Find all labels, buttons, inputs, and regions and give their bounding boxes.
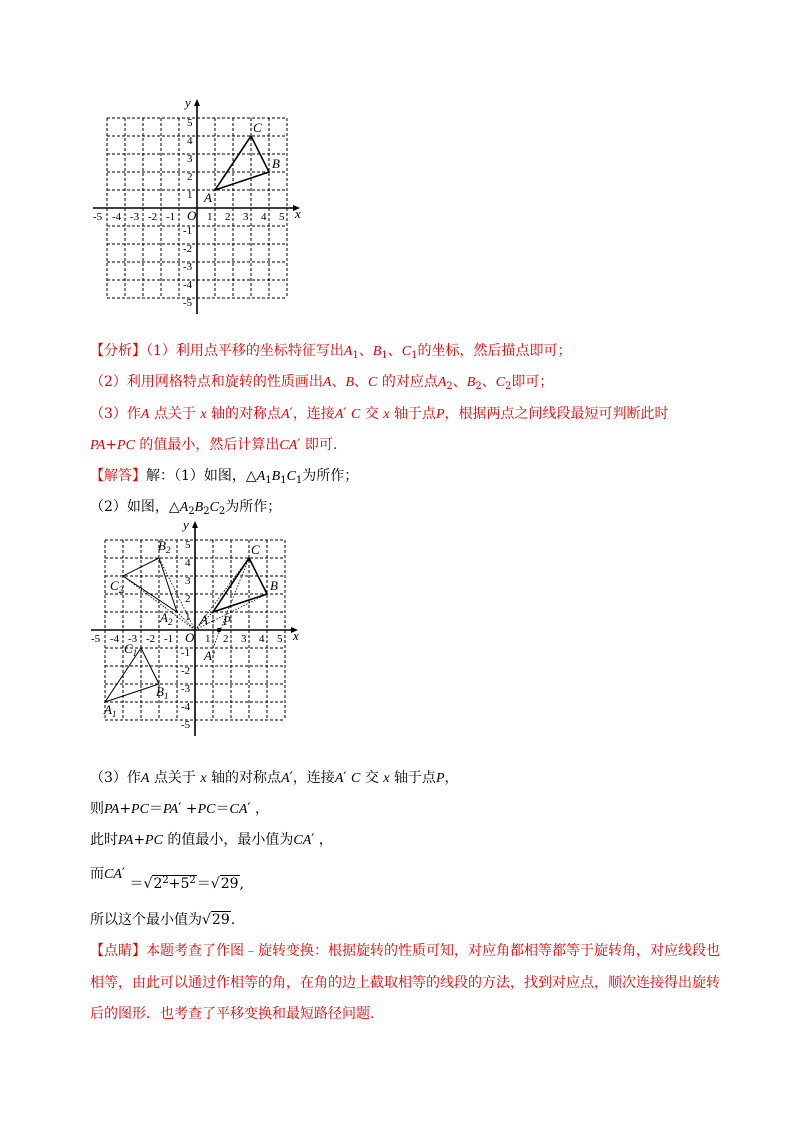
point-a1-label: $A_1$ bbox=[104, 702, 117, 719]
solution-line-2: （2）如图，$\triangle A_2B_2C_2$为所作； bbox=[90, 499, 282, 517]
svg-text:3: 3 bbox=[243, 211, 249, 223]
svg-text:3: 3 bbox=[187, 153, 193, 165]
svg-text:2: 2 bbox=[185, 593, 191, 605]
svg-text:-2: -2 bbox=[146, 633, 156, 645]
solution-line-1: 【解答】解：（1）如图，$\triangle A_1B_1C_1$为所作； bbox=[90, 468, 359, 486]
triangle-a2b2c2 bbox=[123, 558, 177, 612]
x-axis-label: x bbox=[293, 628, 299, 643]
point-a-label: A bbox=[204, 190, 212, 205]
analysis-line-2: （2）利用网格特点和旋转的性质画出A、B、C 的对应点$A_2$、$B_2$、$C_2$即可； bbox=[90, 374, 554, 392]
y-axis-label: y bbox=[185, 95, 191, 110]
point-a-prime-label: A′ bbox=[204, 648, 215, 663]
svg-text:-4: -4 bbox=[110, 633, 120, 645]
svg-text:-1: -1 bbox=[181, 647, 191, 659]
point-b-label: B bbox=[272, 156, 280, 171]
solution-tag: 【解答】 bbox=[90, 468, 146, 484]
svg-text:-4: -4 bbox=[112, 211, 122, 223]
point-c-label: C bbox=[251, 542, 260, 557]
svg-text:1: 1 bbox=[185, 611, 191, 623]
solution-line-3: （3）作A 点关于 x 轴的对称点A′，连接A′ C 交 x 轴于点P， bbox=[90, 770, 459, 786]
svg-text:4: 4 bbox=[185, 557, 191, 569]
solution-line-4: 则PA+PC＝PA′ +PC＝CA′ ， bbox=[90, 801, 270, 817]
comment-tag: 【点睛】 bbox=[90, 943, 146, 959]
solution-line-7: 所以这个最小值为√29. bbox=[90, 912, 236, 928]
svg-text:4: 4 bbox=[261, 211, 267, 223]
svg-text:-3: -3 bbox=[130, 211, 140, 223]
svg-text:-1: -1 bbox=[164, 633, 174, 645]
point-b1-label: $B_1$ bbox=[156, 684, 169, 701]
svg-text:5: 5 bbox=[279, 211, 285, 223]
svg-text:-3: -3 bbox=[183, 261, 193, 273]
svg-text:1: 1 bbox=[207, 211, 213, 223]
svg-text:4: 4 bbox=[259, 633, 265, 645]
svg-text:3: 3 bbox=[241, 633, 247, 645]
x-axis-label: x bbox=[295, 206, 301, 221]
svg-text:-1: -1 bbox=[183, 225, 193, 237]
point-p-label: P bbox=[223, 613, 231, 628]
svg-text:2: 2 bbox=[225, 211, 231, 223]
comment-line-3: 后的图形．也考查了平移变换和最短路径问题. bbox=[90, 1006, 375, 1022]
origin-label: O bbox=[187, 208, 197, 223]
svg-text:-2: -2 bbox=[181, 665, 191, 677]
solution-line-6: 而$CA' =√2^2+5^2=√29$, bbox=[90, 866, 244, 892]
figure-2-coordinate-grid bbox=[86, 514, 306, 744]
svg-text:1: 1 bbox=[187, 189, 193, 201]
analysis-line-4: PA+PC 的值最小，然后计算出CA′ 即可. bbox=[90, 437, 338, 453]
svg-text:-1: -1 bbox=[166, 211, 176, 223]
comment-line-1: 【点睛】本题考查了作图﹣旋转变换：根据旋转的性质可知，对应角都相等都等于旋转角，对应线段也 bbox=[90, 943, 720, 959]
svg-text:3: 3 bbox=[185, 575, 191, 587]
analysis-tag: 【分析】 bbox=[90, 343, 146, 359]
origin-label: O bbox=[185, 630, 195, 645]
solution-line-5: 此时PA+PC 的值最小，最小值为CA′ ， bbox=[90, 832, 333, 848]
triangle-abc bbox=[213, 558, 267, 612]
point-p-dot bbox=[217, 628, 222, 633]
point-c1-label: $C_1$ bbox=[124, 641, 138, 658]
point-c2-label: $C_2$ bbox=[110, 578, 124, 595]
svg-text:4: 4 bbox=[187, 135, 193, 147]
svg-text:5: 5 bbox=[277, 633, 283, 645]
svg-text:2: 2 bbox=[223, 633, 229, 645]
point-c-label: C bbox=[253, 120, 262, 135]
svg-text:2: 2 bbox=[187, 171, 193, 183]
point-a-label: A bbox=[200, 612, 208, 627]
svg-text:-2: -2 bbox=[183, 243, 193, 255]
svg-text:5: 5 bbox=[187, 117, 193, 129]
analysis-line-1: 【分析】（1）利用点平移的坐标特征写出$A_1$、$B_1$、$C_1$的坐标，然后描点即可； bbox=[90, 343, 572, 361]
svg-text:5: 5 bbox=[185, 539, 191, 551]
svg-text:-5: -5 bbox=[181, 719, 191, 731]
point-a2-label: $A_2$ bbox=[160, 610, 173, 627]
svg-text:-3: -3 bbox=[128, 633, 138, 645]
svg-text:-3: -3 bbox=[181, 683, 191, 695]
y-axis-label: y bbox=[183, 517, 189, 532]
svg-text:-5: -5 bbox=[93, 211, 103, 223]
analysis-line-3: （3）作A 点关于 x 轴的对称点A′，连接A′ C 交 x 轴于点P，根据两点之间线段最短可判断此时 bbox=[90, 406, 669, 422]
svg-text:1: 1 bbox=[205, 633, 211, 645]
svg-text:-5: -5 bbox=[91, 633, 101, 645]
point-b2-label: $B_2$ bbox=[158, 538, 171, 555]
figure-1-coordinate-grid bbox=[88, 92, 308, 322]
point-b-label: B bbox=[270, 578, 278, 593]
svg-text:-4: -4 bbox=[183, 279, 193, 291]
svg-text:-5: -5 bbox=[183, 297, 193, 309]
triangle-abc bbox=[215, 136, 269, 190]
svg-text:-2: -2 bbox=[148, 211, 158, 223]
svg-text:-4: -4 bbox=[181, 701, 191, 713]
comment-line-2: 相等，由此可以通过作相等的角，在角的边上截取相等的线段的方法，找到对应点，顺次连接得出旋转 bbox=[90, 975, 720, 991]
